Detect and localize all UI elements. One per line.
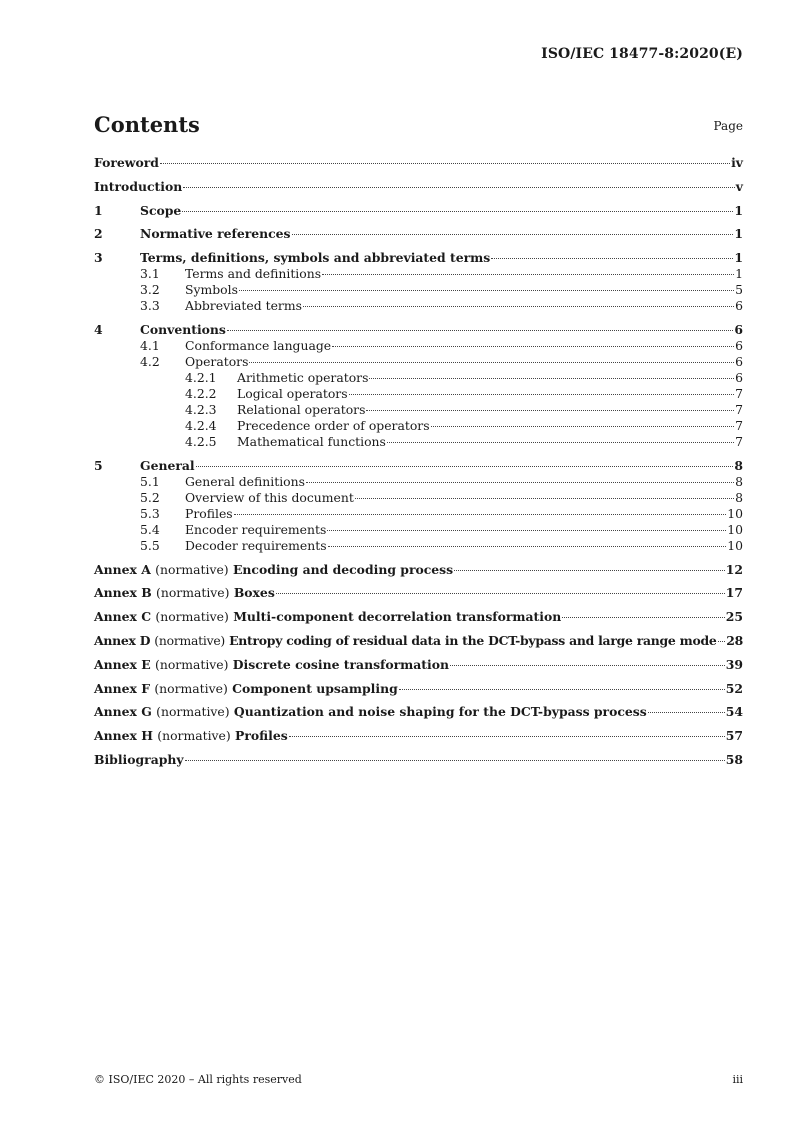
toc-entry-number: 5.5: [140, 537, 160, 553]
toc-entry-number: 2: [94, 226, 103, 242]
toc-entry-conformance-language[interactable]: [94, 338, 743, 354]
toc-entry-page: 10: [727, 521, 743, 537]
toc-entry-label: Terms, definitions, symbols and abbreviated terms: [140, 250, 491, 266]
dot-leader: [289, 736, 725, 737]
toc-entry-number: 4.2.4: [185, 417, 217, 433]
toc-entry-annex-a[interactable]: [94, 562, 743, 578]
toc-entry-bibliography[interactable]: [94, 752, 743, 768]
toc-entry-foreword[interactable]: [94, 155, 743, 171]
annex-normative: (normative): [155, 656, 229, 672]
toc-entry-page: 6: [735, 337, 743, 353]
toc-entry-label: Terms and definitions: [185, 266, 322, 282]
annex-prefix: Annex F: [94, 680, 151, 696]
toc-entry-number: 5.4: [140, 521, 160, 537]
toc-entry-label: Arithmetic operators: [237, 369, 369, 385]
toc-entry-page: 1: [735, 266, 743, 282]
toc-entry-page: iv: [731, 155, 743, 170]
toc-entry-number: 3.2: [140, 282, 160, 298]
toc-entry-abbreviated-terms[interactable]: [94, 298, 743, 314]
toc-entry-symbols[interactable]: [94, 282, 743, 298]
dot-leader: [562, 617, 724, 618]
toc-entry-page: 6: [735, 298, 743, 314]
toc-entry-page: 6: [734, 321, 743, 337]
toc-entry-number: 4: [94, 321, 103, 337]
annex-prefix: Annex B: [94, 585, 152, 601]
dot-leader: [454, 570, 725, 571]
toc-entry-label: Profiles: [235, 728, 288, 744]
toc-entry-decoder-requirements[interactable]: [94, 538, 743, 554]
toc-entry-terms[interactable]: [94, 250, 743, 266]
page-footer: [94, 1073, 743, 1086]
toc-entry-operators[interactable]: [94, 354, 743, 370]
dot-leader: [491, 258, 733, 259]
toc-entry-label: General definitions: [185, 473, 305, 489]
toc-entry-page: 12: [725, 561, 743, 577]
toc-entry-page: 1: [734, 226, 743, 242]
toc-entry-introduction[interactable]: [94, 179, 743, 195]
dot-leader: [387, 442, 734, 443]
toc-entry-label: Decoder requirements: [185, 537, 327, 553]
toc-entry-label: Profiles: [185, 505, 233, 521]
dot-leader: [349, 394, 735, 395]
toc-entry-page: 8: [734, 457, 743, 473]
toc-entry-label: General: [140, 457, 195, 473]
toc-entry-relational-operators[interactable]: [94, 402, 743, 418]
toc-entry-label: Encoder requirements: [185, 521, 327, 537]
annex-normative: (normative): [156, 704, 230, 720]
toc-entry-label: Mathematical functions: [237, 433, 386, 449]
toc-entry-number: 4.2.5: [185, 433, 217, 449]
toc-entry-page: 52: [725, 680, 743, 696]
toc-entry-scope[interactable]: [94, 203, 743, 219]
toc-entry-label: Multi-component decorrelation transformation: [233, 609, 562, 625]
toc-entry-number: 4.2.3: [185, 401, 217, 417]
toc-entry-page: 8: [735, 489, 743, 505]
annex-normative: (normative): [154, 680, 228, 696]
annex-normative: (normative): [157, 728, 231, 744]
dot-leader: [276, 593, 725, 594]
toc-entry-page: 54: [725, 704, 743, 720]
toc-entry-label: Bibliography: [94, 751, 184, 767]
toc-entry-logical-operators[interactable]: [94, 386, 743, 402]
dot-leader: [182, 211, 733, 212]
dot-leader: [249, 362, 734, 363]
toc-entry-page: 58: [725, 751, 743, 767]
annex-prefix: Annex H: [94, 728, 153, 744]
toc-entry-profiles[interactable]: [94, 506, 743, 522]
toc-entry-label: Introduction: [94, 178, 183, 194]
dot-leader: [355, 498, 734, 499]
toc-entry-annex-g[interactable]: [94, 704, 743, 720]
dot-leader: [327, 530, 726, 531]
toc-entry-annex-c[interactable]: [94, 609, 743, 625]
toc-entry-number: 4.1: [140, 337, 160, 353]
toc-entry-encoder-requirements[interactable]: [94, 522, 743, 538]
dot-leader: [196, 466, 734, 467]
dot-leader: [227, 330, 733, 331]
toc-entry-number: 3: [94, 250, 103, 266]
annex-prefix: Annex D: [94, 632, 151, 648]
toc-entry-page: v: [735, 178, 743, 194]
toc-entry-page: 7: [735, 417, 743, 433]
toc-entry-label: Discrete cosine transformation: [232, 656, 450, 672]
toc-entry-page: 7: [735, 385, 743, 401]
dot-leader: [431, 426, 735, 427]
toc-entry-page: 7: [735, 433, 743, 449]
page-column-label: Page: [713, 119, 743, 133]
toc-entry-annex-h[interactable]: [94, 728, 743, 744]
toc-entry-arithmetic-operators[interactable]: [94, 370, 743, 386]
toc-entry-label: Encoding and decoding process: [232, 561, 454, 577]
toc-entry-conventions[interactable]: [94, 322, 743, 338]
toc-entry-annex-f[interactable]: [94, 681, 743, 697]
dot-leader: [332, 346, 734, 347]
dot-leader: [648, 712, 725, 713]
dot-leader: [234, 514, 727, 515]
toc-entry-page: 10: [727, 537, 743, 553]
toc-entry-page: 7: [735, 401, 743, 417]
dot-leader: [160, 163, 730, 164]
toc-entry-label: Conformance language: [185, 337, 332, 353]
toc-entry-number: 4.2.2: [185, 385, 217, 401]
toc-entry-label: Quantization and noise shaping for the DCT-bypass process: [233, 704, 647, 720]
toc-entry-label: Abbreviated terms: [185, 298, 302, 314]
toc-entry-mathematical-functions[interactable]: [94, 434, 743, 450]
toc-entry-number: 1: [94, 202, 103, 218]
toc-entry-annex-e[interactable]: [94, 657, 743, 673]
toc-entry-general[interactable]: [94, 458, 743, 474]
toc-entry-annex-b[interactable]: [94, 585, 743, 601]
toc-entry-label: Entropy coding of residual data in the DCT-bypass and large range mode: [229, 632, 717, 648]
toc-entry-page: 57: [725, 728, 743, 744]
toc-entry-label: Precedence order of operators: [237, 417, 430, 433]
annex-prefix: Annex E: [94, 656, 151, 672]
annex-normative: (normative): [154, 632, 225, 648]
toc-entry-label: Normative references: [140, 226, 291, 242]
toc-entry-label: Symbols: [185, 282, 238, 298]
dot-leader: [718, 641, 726, 642]
dot-leader: [292, 234, 734, 235]
dot-leader: [306, 482, 734, 483]
toc-entry-page: 8: [735, 473, 743, 489]
annex-prefix: Annex A: [94, 561, 151, 577]
toc-entry-number: 3.3: [140, 298, 160, 314]
toc-entry-page: 1: [734, 250, 743, 266]
dot-leader: [303, 306, 734, 307]
dot-leader: [366, 410, 734, 411]
toc-entry-label: Foreword: [94, 155, 159, 170]
toc-entry-number: 5: [94, 457, 103, 473]
annex-normative: (normative): [155, 561, 229, 577]
toc-entry-label: Operators: [185, 353, 249, 369]
dot-leader: [322, 274, 734, 275]
toc-entry-label: Component upsampling: [232, 680, 398, 696]
toc-entry-terms-and-definitions[interactable]: [94, 266, 743, 282]
annex-normative: (normative): [155, 609, 229, 625]
toc-entry-number: 5.3: [140, 505, 160, 521]
toc-entry-general-definitions[interactable]: [94, 474, 743, 490]
dot-leader: [450, 665, 725, 666]
dot-leader: [239, 290, 734, 291]
toc-entry-number: 5.2: [140, 489, 160, 505]
toc-entry-precedence-order[interactable]: [94, 418, 743, 434]
toc-entry-page: 25: [725, 609, 743, 625]
toc-entry-number: 4.2: [140, 353, 160, 369]
toc-entry-page: 5: [735, 282, 743, 298]
dot-leader: [183, 187, 735, 188]
toc-entry-number: 3.1: [140, 266, 160, 282]
toc-entry-annex-d[interactable]: [94, 633, 743, 649]
toc-entry-page: 6: [735, 369, 743, 385]
toc-entry-page: 28: [726, 632, 743, 648]
toc-entry-number: 4.2.1: [185, 369, 217, 385]
document-id: ISO/IEC 18477-8:2020(E): [541, 46, 743, 62]
toc-entry-label: Conventions: [140, 321, 226, 337]
dot-leader: [185, 760, 725, 761]
toc-entry-page: 39: [725, 656, 743, 672]
toc-entry-label: Scope: [140, 202, 182, 218]
toc-entry-page: 6: [735, 353, 743, 369]
copyright-notice: © ISO/IEC 2020 – All rights reserved: [94, 1073, 302, 1086]
toc-entry-label: Overview of this document: [185, 489, 354, 505]
dot-leader: [328, 546, 727, 547]
toc-entry-label: Logical operators: [237, 385, 348, 401]
toc-entry-label: Relational operators: [237, 401, 366, 417]
toc-entry-overview[interactable]: [94, 490, 743, 506]
page-number: iii: [732, 1073, 743, 1086]
annex-prefix: Annex G: [94, 704, 152, 720]
table-of-contents: [94, 155, 743, 768]
toc-entry-page: 10: [727, 505, 743, 521]
toc-entry-label: Boxes: [233, 585, 275, 601]
dot-leader: [399, 689, 725, 690]
toc-entry-page: 1: [734, 202, 743, 218]
annex-prefix: Annex C: [94, 609, 152, 625]
annex-normative: (normative): [156, 585, 230, 601]
toc-entry-page: 17: [725, 585, 743, 601]
dot-leader: [369, 378, 734, 379]
page-title: Contents: [94, 112, 200, 137]
toc-entry-normative-references[interactable]: [94, 226, 743, 242]
toc-entry-number: 5.1: [140, 473, 160, 489]
